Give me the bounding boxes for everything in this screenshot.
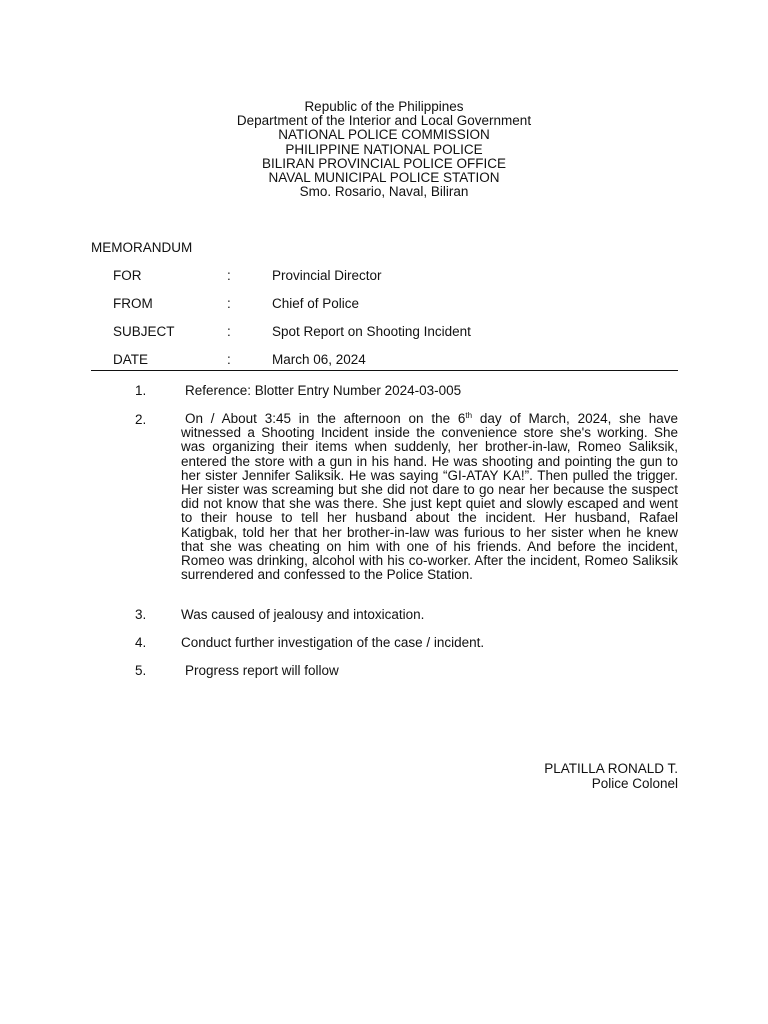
- memo-subject-label: SUBJECT: [113, 324, 175, 339]
- memo-from-label: FROM: [113, 296, 153, 311]
- memo-row-from: [113, 296, 673, 314]
- letterhead-provincial-office: BILIRAN PROVINCIAL POLICE OFFICE: [261, 155, 507, 171]
- signatory-rank: Police Colonel: [591, 775, 678, 791]
- list-item-text: Reference: Blotter Entry Number 2024-03-005: [185, 383, 462, 398]
- list-item-number: 3.: [135, 607, 147, 622]
- memo-title: MEMORANDUM: [91, 240, 193, 255]
- letterhead-address: Smo. Rosario, Naval, Biliran: [299, 184, 469, 200]
- memo-for-colon: :: [227, 268, 231, 283]
- list-item-number: 1.: [135, 383, 147, 398]
- memo-subject-colon: :: [227, 324, 231, 339]
- paragraph-text-rest: day of March, 2024, she have witnessed a Shooting Incident inside the convenience store she's working. She was organizing their items when suddenly, her brother-in-law, Romeo Saliksik, entered the store with a gun in his hand. He was shooting and pointing the gun to her sister Jennifer Saliksik. He was saying “GI-ATAY KA!”. Then pulled the trigger. Her sister was screaming but she did not dare to go near her because the suspect did not know that she was there. She just kept quiet and slowly escaped and went to their house to tell her husband about the incident. Her husband, Rafael Katigbak, told her that her brother-in-law was furious to her sister when he knew that she was cheating on him with one of his friends. And before the incident, Romeo was drinking, alcohol with his co-worker. After the incident, Romeo Saliksik surrendered and confessed to the Police Station.: [181, 411, 678, 583]
- memo-from-colon: :: [227, 296, 231, 311]
- memo-for-value: Provincial Director: [272, 268, 382, 283]
- list-item-number: 5.: [135, 663, 147, 678]
- memo-date-label: DATE: [113, 352, 149, 367]
- memo-for-label: FOR: [113, 268, 142, 283]
- list-item-paragraph: [181, 412, 678, 582]
- memo-subject-value: Spot Report on Shooting Incident: [272, 324, 471, 339]
- signatory-name: PLATILLA RONALD T.: [544, 761, 678, 776]
- memo-row-subject: [113, 324, 673, 342]
- letterhead: [0, 100, 768, 199]
- header-divider: [91, 370, 678, 371]
- memo-row-date: [113, 352, 673, 370]
- letterhead-napolcom: NATIONAL POLICE COMMISSION: [278, 127, 490, 143]
- letterhead-pnp: PHILIPPINE NATIONAL POLICE: [285, 141, 483, 157]
- paragraph-text-start: On / About 3:45 in the afternoon on the 6: [185, 411, 466, 426]
- list-item-text: Conduct further investigation of the case / incident.: [181, 635, 485, 650]
- ordinal-suffix: th: [465, 411, 473, 420]
- list-item-text: Was caused of jealousy and intoxication.: [181, 607, 425, 622]
- memo-date-value: March 06, 2024: [272, 352, 366, 367]
- letterhead-republic: Republic of the Philippines: [304, 99, 464, 114]
- list-item-number: 2.: [135, 412, 147, 427]
- list-item-text: Progress report will follow: [185, 663, 339, 678]
- memo-from-value: Chief of Police: [272, 296, 360, 311]
- signature-block: [544, 762, 678, 791]
- letterhead-department: Department of the Interior and Local Government: [236, 113, 532, 129]
- letterhead-municipal-station: NAVAL MUNICIPAL POLICE STATION: [268, 170, 500, 186]
- memo-row-for: [113, 268, 673, 286]
- memo-date-colon: :: [227, 352, 231, 367]
- list-item-number: 4.: [135, 635, 147, 650]
